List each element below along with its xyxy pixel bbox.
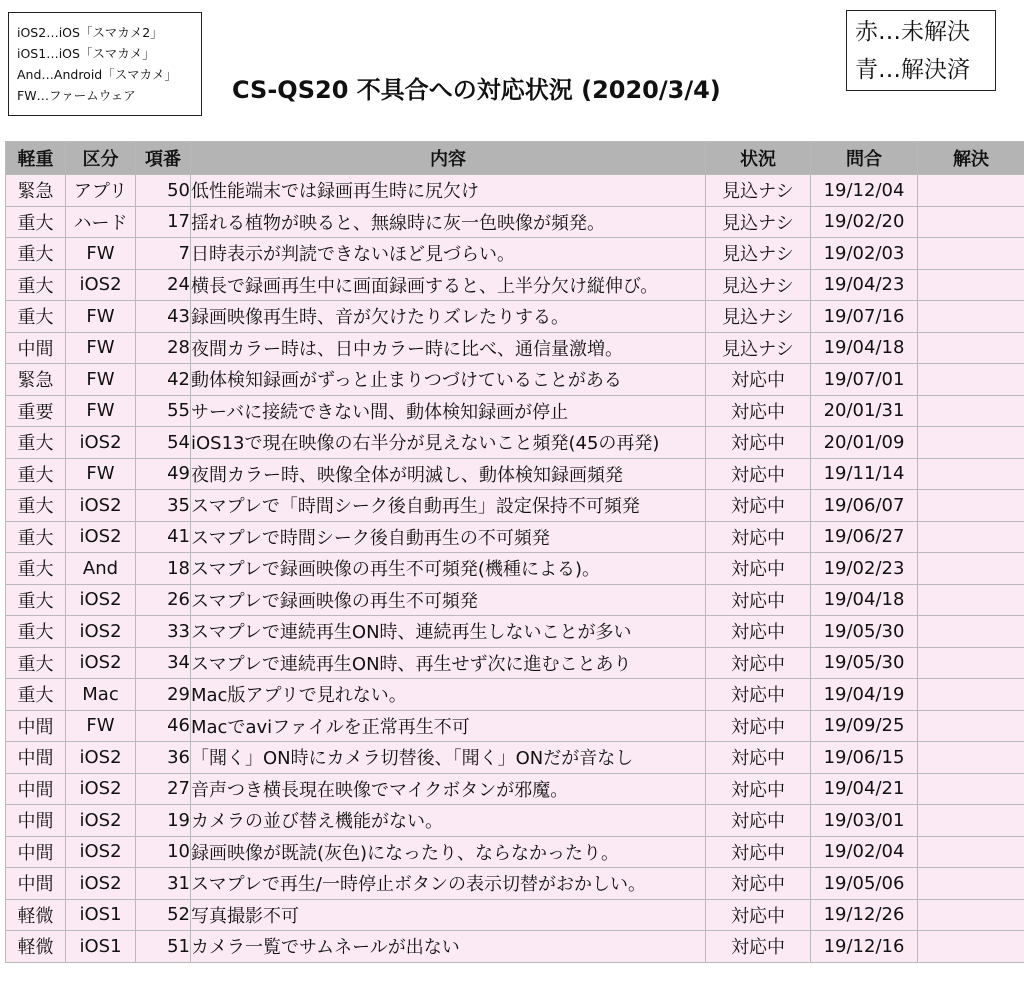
severity-cell: 重大 <box>6 269 66 301</box>
category-cell: FW <box>66 332 136 364</box>
table-row <box>6 773 1024 805</box>
col-header-resolved: 解決 <box>918 142 1024 175</box>
table-row <box>6 710 1024 742</box>
status-cell: 対応中 <box>706 647 811 679</box>
color-legend <box>846 10 996 91</box>
col-header-category: 区分 <box>66 142 136 175</box>
severity-cell: 重大 <box>6 490 66 522</box>
table-row <box>6 805 1024 837</box>
status-cell: 見込ナシ <box>706 175 811 207</box>
description-cell: スマプレで録画映像の再生不可頻発 <box>191 584 706 616</box>
status-cell: 対応中 <box>706 899 811 931</box>
severity-cell: 中間 <box>6 773 66 805</box>
number-cell: 41 <box>136 521 191 553</box>
resolved-cell <box>918 490 1024 522</box>
category-cell: FW <box>66 458 136 490</box>
number-cell: 24 <box>136 269 191 301</box>
status-cell: 対応中 <box>706 836 811 868</box>
category-cell: FW <box>66 710 136 742</box>
issue-table-body <box>6 175 1024 963</box>
resolved-cell <box>918 868 1024 900</box>
inquiry-date-cell: 19/05/06 <box>811 868 918 900</box>
severity-cell: 重要 <box>6 395 66 427</box>
number-cell: 55 <box>136 395 191 427</box>
number-cell: 35 <box>136 490 191 522</box>
severity-cell: 重大 <box>6 553 66 585</box>
resolved-cell <box>918 301 1024 333</box>
number-cell: 36 <box>136 742 191 774</box>
table-row <box>6 899 1024 931</box>
col-header-description: 内容 <box>191 142 706 175</box>
resolved-cell <box>918 553 1024 585</box>
table-row <box>6 332 1024 364</box>
table-row <box>6 364 1024 396</box>
description-cell: スマプレで時間シーク後自動再生の不可頻発 <box>191 521 706 553</box>
status-cell: 対応中 <box>706 458 811 490</box>
table-row <box>6 742 1024 774</box>
status-cell: 対応中 <box>706 710 811 742</box>
description-cell: 「聞く」ON時にカメラ切替後、「聞く」ONだが音なし <box>191 742 706 774</box>
number-cell: 52 <box>136 899 191 931</box>
status-cell: 対応中 <box>706 805 811 837</box>
description-cell: 録画映像が既読(灰色)になったり、ならなかったり。 <box>191 836 706 868</box>
color-legend-resolved: 青…解決済 <box>855 57 970 83</box>
number-cell: 10 <box>136 836 191 868</box>
description-cell: 写真撮影不可 <box>191 899 706 931</box>
number-cell: 17 <box>136 206 191 238</box>
status-cell: 見込ナシ <box>706 206 811 238</box>
status-cell: 対応中 <box>706 931 811 963</box>
status-cell: 対応中 <box>706 742 811 774</box>
severity-cell: 中間 <box>6 805 66 837</box>
status-cell: 見込ナシ <box>706 332 811 364</box>
status-cell: 対応中 <box>706 521 811 553</box>
number-cell: 46 <box>136 710 191 742</box>
severity-cell: 中間 <box>6 868 66 900</box>
category-cell: And <box>66 553 136 585</box>
severity-cell: 重大 <box>6 679 66 711</box>
status-cell: 対応中 <box>706 773 811 805</box>
category-cell: FW <box>66 364 136 396</box>
category-cell: FW <box>66 238 136 270</box>
table-row <box>6 301 1024 333</box>
severity-cell: 緊急 <box>6 364 66 396</box>
description-cell: スマプレで「時間シーク後自動再生」設定保持不可頻発 <box>191 490 706 522</box>
table-row <box>6 458 1024 490</box>
number-cell: 50 <box>136 175 191 207</box>
color-legend-unresolved: 赤…未解決 <box>855 19 970 45</box>
resolved-cell <box>918 773 1024 805</box>
inquiry-date-cell: 19/04/21 <box>811 773 918 805</box>
number-cell: 51 <box>136 931 191 963</box>
resolved-cell <box>918 395 1024 427</box>
table-row <box>6 679 1024 711</box>
severity-cell: 軽微 <box>6 899 66 931</box>
col-header-severity: 軽重 <box>6 142 66 175</box>
inquiry-date-cell: 19/03/01 <box>811 805 918 837</box>
resolved-cell <box>918 364 1024 396</box>
inquiry-date-cell: 19/06/27 <box>811 521 918 553</box>
status-cell: 見込ナシ <box>706 238 811 270</box>
category-cell: iOS2 <box>66 647 136 679</box>
inquiry-date-cell: 19/04/18 <box>811 584 918 616</box>
description-cell: サーバに接続できない間、動体検知録画が停止 <box>191 395 706 427</box>
category-cell: iOS2 <box>66 868 136 900</box>
category-cell: ハード <box>66 206 136 238</box>
status-cell: 対応中 <box>706 679 811 711</box>
table-row <box>6 931 1024 963</box>
number-cell: 18 <box>136 553 191 585</box>
number-cell: 26 <box>136 584 191 616</box>
severity-cell: 重大 <box>6 521 66 553</box>
number-cell: 42 <box>136 364 191 396</box>
inquiry-date-cell: 19/04/23 <box>811 269 918 301</box>
inquiry-date-cell: 19/04/18 <box>811 332 918 364</box>
inquiry-date-cell: 19/12/26 <box>811 899 918 931</box>
number-cell: 54 <box>136 427 191 459</box>
resolved-cell <box>918 269 1024 301</box>
category-cell: iOS1 <box>66 899 136 931</box>
status-cell: 対応中 <box>706 868 811 900</box>
description-cell: 動体検知録画がずっと止まりつづけていることがある <box>191 364 706 396</box>
severity-cell: 中間 <box>6 836 66 868</box>
category-cell: Mac <box>66 679 136 711</box>
inquiry-date-cell: 20/01/31 <box>811 395 918 427</box>
description-cell: 夜間カラー時、映像全体が明滅し、動体検知録画頻発 <box>191 458 706 490</box>
number-cell: 28 <box>136 332 191 364</box>
description-cell: スマプレで録画映像の再生不可頻発(機種による)。 <box>191 553 706 585</box>
table-row <box>6 206 1024 238</box>
inquiry-date-cell: 19/02/03 <box>811 238 918 270</box>
description-cell: カメラ一覧でサムネールが出ない <box>191 931 706 963</box>
inquiry-date-cell: 19/05/30 <box>811 616 918 648</box>
resolved-cell <box>918 931 1024 963</box>
status-cell: 対応中 <box>706 364 811 396</box>
page-title: CS-QS20 不具合への対応状況 (2020/3/4) <box>232 76 721 104</box>
table-row <box>6 490 1024 522</box>
category-cell: iOS2 <box>66 521 136 553</box>
number-cell: 33 <box>136 616 191 648</box>
table-row <box>6 395 1024 427</box>
category-cell: iOS2 <box>66 616 136 648</box>
severity-cell: 緊急 <box>6 175 66 207</box>
description-cell: スマプレで再生/一時停止ボタンの表示切替がおかしい。 <box>191 868 706 900</box>
inquiry-date-cell: 19/07/16 <box>811 301 918 333</box>
severity-cell: 重大 <box>6 238 66 270</box>
description-cell: iOS13で現在映像の右半分が見えないこと頻発(45の再発) <box>191 427 706 459</box>
severity-cell: 中間 <box>6 332 66 364</box>
description-cell: スマプレで連続再生ON時、連続再生しないことが多い <box>191 616 706 648</box>
resolved-cell <box>918 647 1024 679</box>
table-row <box>6 269 1024 301</box>
inquiry-date-cell: 19/02/23 <box>811 553 918 585</box>
status-cell: 対応中 <box>706 584 811 616</box>
number-cell: 7 <box>136 238 191 270</box>
description-cell: 録画映像再生時、音が欠けたりズレたりする。 <box>191 301 706 333</box>
severity-cell: 重大 <box>6 647 66 679</box>
inquiry-date-cell: 19/02/20 <box>811 206 918 238</box>
category-cell: iOS2 <box>66 773 136 805</box>
category-cell: iOS2 <box>66 836 136 868</box>
category-cell: FW <box>66 395 136 427</box>
resolved-cell <box>918 616 1024 648</box>
category-cell: アプリ <box>66 175 136 207</box>
category-cell: iOS2 <box>66 584 136 616</box>
description-cell: カメラの並び替え機能がない。 <box>191 805 706 837</box>
table-row <box>6 553 1024 585</box>
category-cell: iOS2 <box>66 490 136 522</box>
legend-line: iOS1…iOS「スマカメ」 <box>17 46 155 61</box>
table-row <box>6 238 1024 270</box>
resolved-cell <box>918 710 1024 742</box>
inquiry-date-cell: 19/09/25 <box>811 710 918 742</box>
inquiry-date-cell: 19/04/19 <box>811 679 918 711</box>
severity-cell: 重大 <box>6 616 66 648</box>
resolved-cell <box>918 805 1024 837</box>
table-row <box>6 868 1024 900</box>
resolved-cell <box>918 521 1024 553</box>
category-cell: iOS1 <box>66 931 136 963</box>
resolved-cell <box>918 899 1024 931</box>
category-cell: iOS2 <box>66 427 136 459</box>
number-cell: 43 <box>136 301 191 333</box>
table-header-row <box>6 142 1024 175</box>
description-cell: 低性能端末では録画再生時に尻欠け <box>191 175 706 207</box>
resolved-cell <box>918 206 1024 238</box>
inquiry-date-cell: 19/12/04 <box>811 175 918 207</box>
resolved-cell <box>918 427 1024 459</box>
table-row <box>6 521 1024 553</box>
number-cell: 27 <box>136 773 191 805</box>
category-cell: iOS2 <box>66 269 136 301</box>
inquiry-date-cell: 19/05/30 <box>811 647 918 679</box>
description-cell: 日時表示が判読できないほど見づらい。 <box>191 238 706 270</box>
status-cell: 対応中 <box>706 616 811 648</box>
severity-cell: 重大 <box>6 427 66 459</box>
severity-cell: 中間 <box>6 742 66 774</box>
legend-line: iOS2…iOS「スマカメ2」 <box>17 25 163 40</box>
status-cell: 見込ナシ <box>706 301 811 333</box>
resolved-cell <box>918 679 1024 711</box>
number-cell: 34 <box>136 647 191 679</box>
description-cell: 横長で録画再生中に画面録画すると、上半分欠け縦伸び。 <box>191 269 706 301</box>
status-cell: 対応中 <box>706 395 811 427</box>
col-header-inquiry-date: 問合 <box>811 142 918 175</box>
resolved-cell <box>918 175 1024 207</box>
col-header-number: 項番 <box>136 142 191 175</box>
number-cell: 31 <box>136 868 191 900</box>
status-cell: 見込ナシ <box>706 269 811 301</box>
inquiry-date-cell: 19/02/04 <box>811 836 918 868</box>
severity-cell: 重大 <box>6 301 66 333</box>
description-cell: 揺れる植物が映ると、無線時に灰一色映像が頻発。 <box>191 206 706 238</box>
severity-cell: 重大 <box>6 458 66 490</box>
category-cell: iOS2 <box>66 742 136 774</box>
number-cell: 49 <box>136 458 191 490</box>
table-row <box>6 175 1024 207</box>
legend-line: And…Android「スマカメ」 <box>17 67 177 82</box>
table-row <box>6 647 1024 679</box>
description-cell: 音声つき横長現在映像でマイクボタンが邪魔。 <box>191 773 706 805</box>
description-cell: 夜間カラー時は、日中カラー時に比べ、通信量激増。 <box>191 332 706 364</box>
resolved-cell <box>918 836 1024 868</box>
table-row <box>6 616 1024 648</box>
table-row <box>6 836 1024 868</box>
inquiry-date-cell: 19/06/07 <box>811 490 918 522</box>
number-cell: 29 <box>136 679 191 711</box>
resolved-cell <box>918 238 1024 270</box>
inquiry-date-cell: 19/12/16 <box>811 931 918 963</box>
severity-cell: 重大 <box>6 206 66 238</box>
severity-cell: 中間 <box>6 710 66 742</box>
description-cell: スマプレで連続再生ON時、再生せず次に進むことあり <box>191 647 706 679</box>
legend-line: FW…ファームウェア <box>17 88 136 103</box>
severity-cell: 重大 <box>6 584 66 616</box>
category-legend <box>8 12 202 116</box>
inquiry-date-cell: 19/11/14 <box>811 458 918 490</box>
description-cell: Mac版アプリで見れない。 <box>191 679 706 711</box>
resolved-cell <box>918 458 1024 490</box>
number-cell: 19 <box>136 805 191 837</box>
description-cell: Macでaviファイルを正常再生不可 <box>191 710 706 742</box>
inquiry-date-cell: 19/06/15 <box>811 742 918 774</box>
category-cell: FW <box>66 301 136 333</box>
table-row <box>6 427 1024 459</box>
severity-cell: 軽微 <box>6 931 66 963</box>
resolved-cell <box>918 584 1024 616</box>
category-cell: iOS2 <box>66 805 136 837</box>
inquiry-date-cell: 20/01/09 <box>811 427 918 459</box>
status-cell: 対応中 <box>706 490 811 522</box>
col-header-status: 状況 <box>706 142 811 175</box>
status-cell: 対応中 <box>706 427 811 459</box>
resolved-cell <box>918 332 1024 364</box>
status-cell: 対応中 <box>706 553 811 585</box>
resolved-cell <box>918 742 1024 774</box>
inquiry-date-cell: 19/07/01 <box>811 364 918 396</box>
table-row <box>6 584 1024 616</box>
issue-table <box>5 141 1024 963</box>
